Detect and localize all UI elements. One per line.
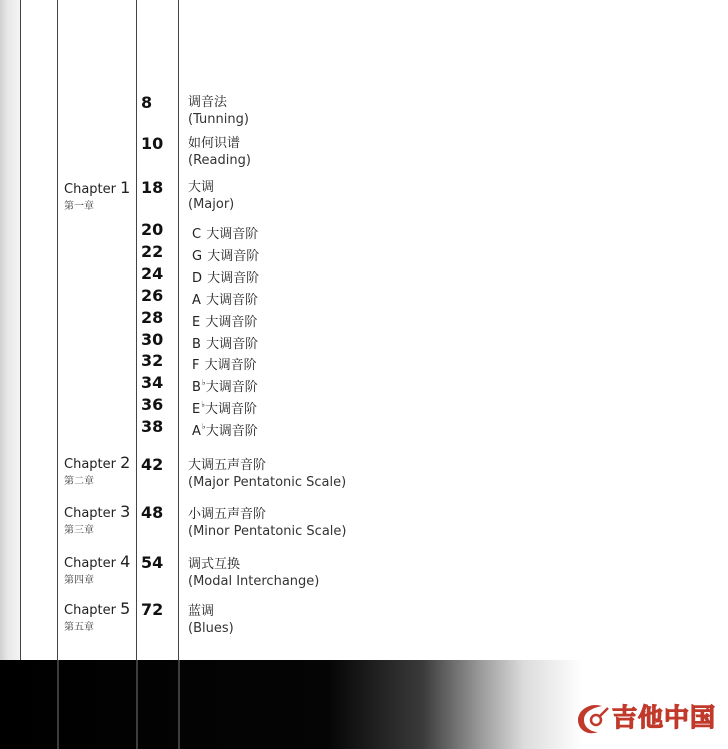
page-number: 10: [141, 134, 164, 153]
entry-title-en: (Major): [188, 197, 235, 212]
entry-title-zh: 小调五声音阶: [188, 507, 267, 522]
toc-subentry: A 大调音阶: [192, 293, 259, 308]
guitar-swirl-icon: [572, 700, 610, 738]
page-number: 54: [141, 553, 164, 572]
entry-title-zh: 大调: [188, 180, 215, 195]
toc-subentry: A♭大调音阶: [192, 422, 258, 439]
page-number: 28: [141, 308, 164, 327]
column-rule-1: [20, 0, 21, 660]
page-number: 42: [141, 455, 164, 474]
entry-title-en: (Reading): [188, 153, 251, 168]
column-rule-4: [178, 0, 179, 749]
toc-subentry: D 大调音阶: [192, 271, 260, 286]
entry-title-zh: 调音法: [188, 95, 228, 110]
chapter-label: Chapter 5 第五章: [64, 599, 131, 633]
entry-title-en: (Modal Interchange): [188, 574, 320, 589]
chapter-label: Chapter 4 第四章: [64, 552, 131, 586]
entry-title-zh: 蓝调: [188, 604, 215, 619]
toc-subentry: C 大调音阶: [192, 227, 259, 242]
page-number: 32: [141, 351, 164, 370]
chapter-label: Chapter 3 第三章: [64, 502, 131, 536]
band-rule: [178, 660, 180, 749]
page-number: 8: [141, 93, 153, 112]
toc-entry: [188, 94, 249, 128]
page-number: 48: [141, 503, 164, 522]
toc-entry: [188, 457, 346, 491]
toc-entry: [188, 506, 346, 540]
toc-subentry: E 大调音阶: [192, 315, 258, 330]
toc-subentry: G 大调音阶: [192, 249, 260, 264]
page-number: 34: [141, 373, 164, 392]
toc-entry: [188, 603, 234, 637]
column-rule-3: [136, 0, 137, 749]
column-rule-2: [57, 0, 58, 749]
toc-subentry: E♭大调音阶: [192, 400, 258, 417]
toc-entry: [188, 135, 251, 169]
toc-entry: [188, 179, 234, 213]
toc-subentry: B 大调音阶: [192, 337, 259, 352]
page-number: 24: [141, 264, 164, 283]
watermark-name: 吉他中国: [612, 703, 717, 732]
left-scan-edge: [0, 0, 20, 660]
page-number: 26: [141, 286, 164, 305]
entry-title-zh: 如何识谱: [188, 136, 241, 151]
page-number: 36: [141, 395, 164, 414]
page-number: 20: [141, 220, 164, 239]
watermark-url: bbs.GuitarChina.com: [614, 730, 709, 740]
entry-title-en: (Major Pentatonic Scale): [188, 475, 347, 490]
toc-subentry: F 大调音阶: [192, 358, 257, 373]
page-number: 38: [141, 417, 164, 436]
entry-title-en: (Tunning): [188, 112, 249, 127]
band-rule: [136, 660, 138, 749]
page-number: 30: [141, 330, 164, 349]
watermark-logo: [572, 698, 724, 746]
band-rule: [57, 660, 59, 749]
chapter-label: Chapter 1 第一章: [64, 178, 131, 212]
toc-subentry: B♭大调音阶: [192, 378, 258, 395]
page-number: 18: [141, 178, 164, 197]
chapter-label: Chapter 2 第二章: [64, 453, 131, 487]
entry-title-en: (Blues): [188, 621, 234, 636]
toc-entry: [188, 556, 319, 590]
page-number: 22: [141, 242, 164, 261]
entry-title-zh: 调式互换: [188, 557, 241, 572]
page-number: 72: [141, 600, 164, 619]
entry-title-zh: 大调五声音阶: [188, 458, 267, 473]
entry-title-en: (Minor Pentatonic Scale): [188, 524, 347, 539]
